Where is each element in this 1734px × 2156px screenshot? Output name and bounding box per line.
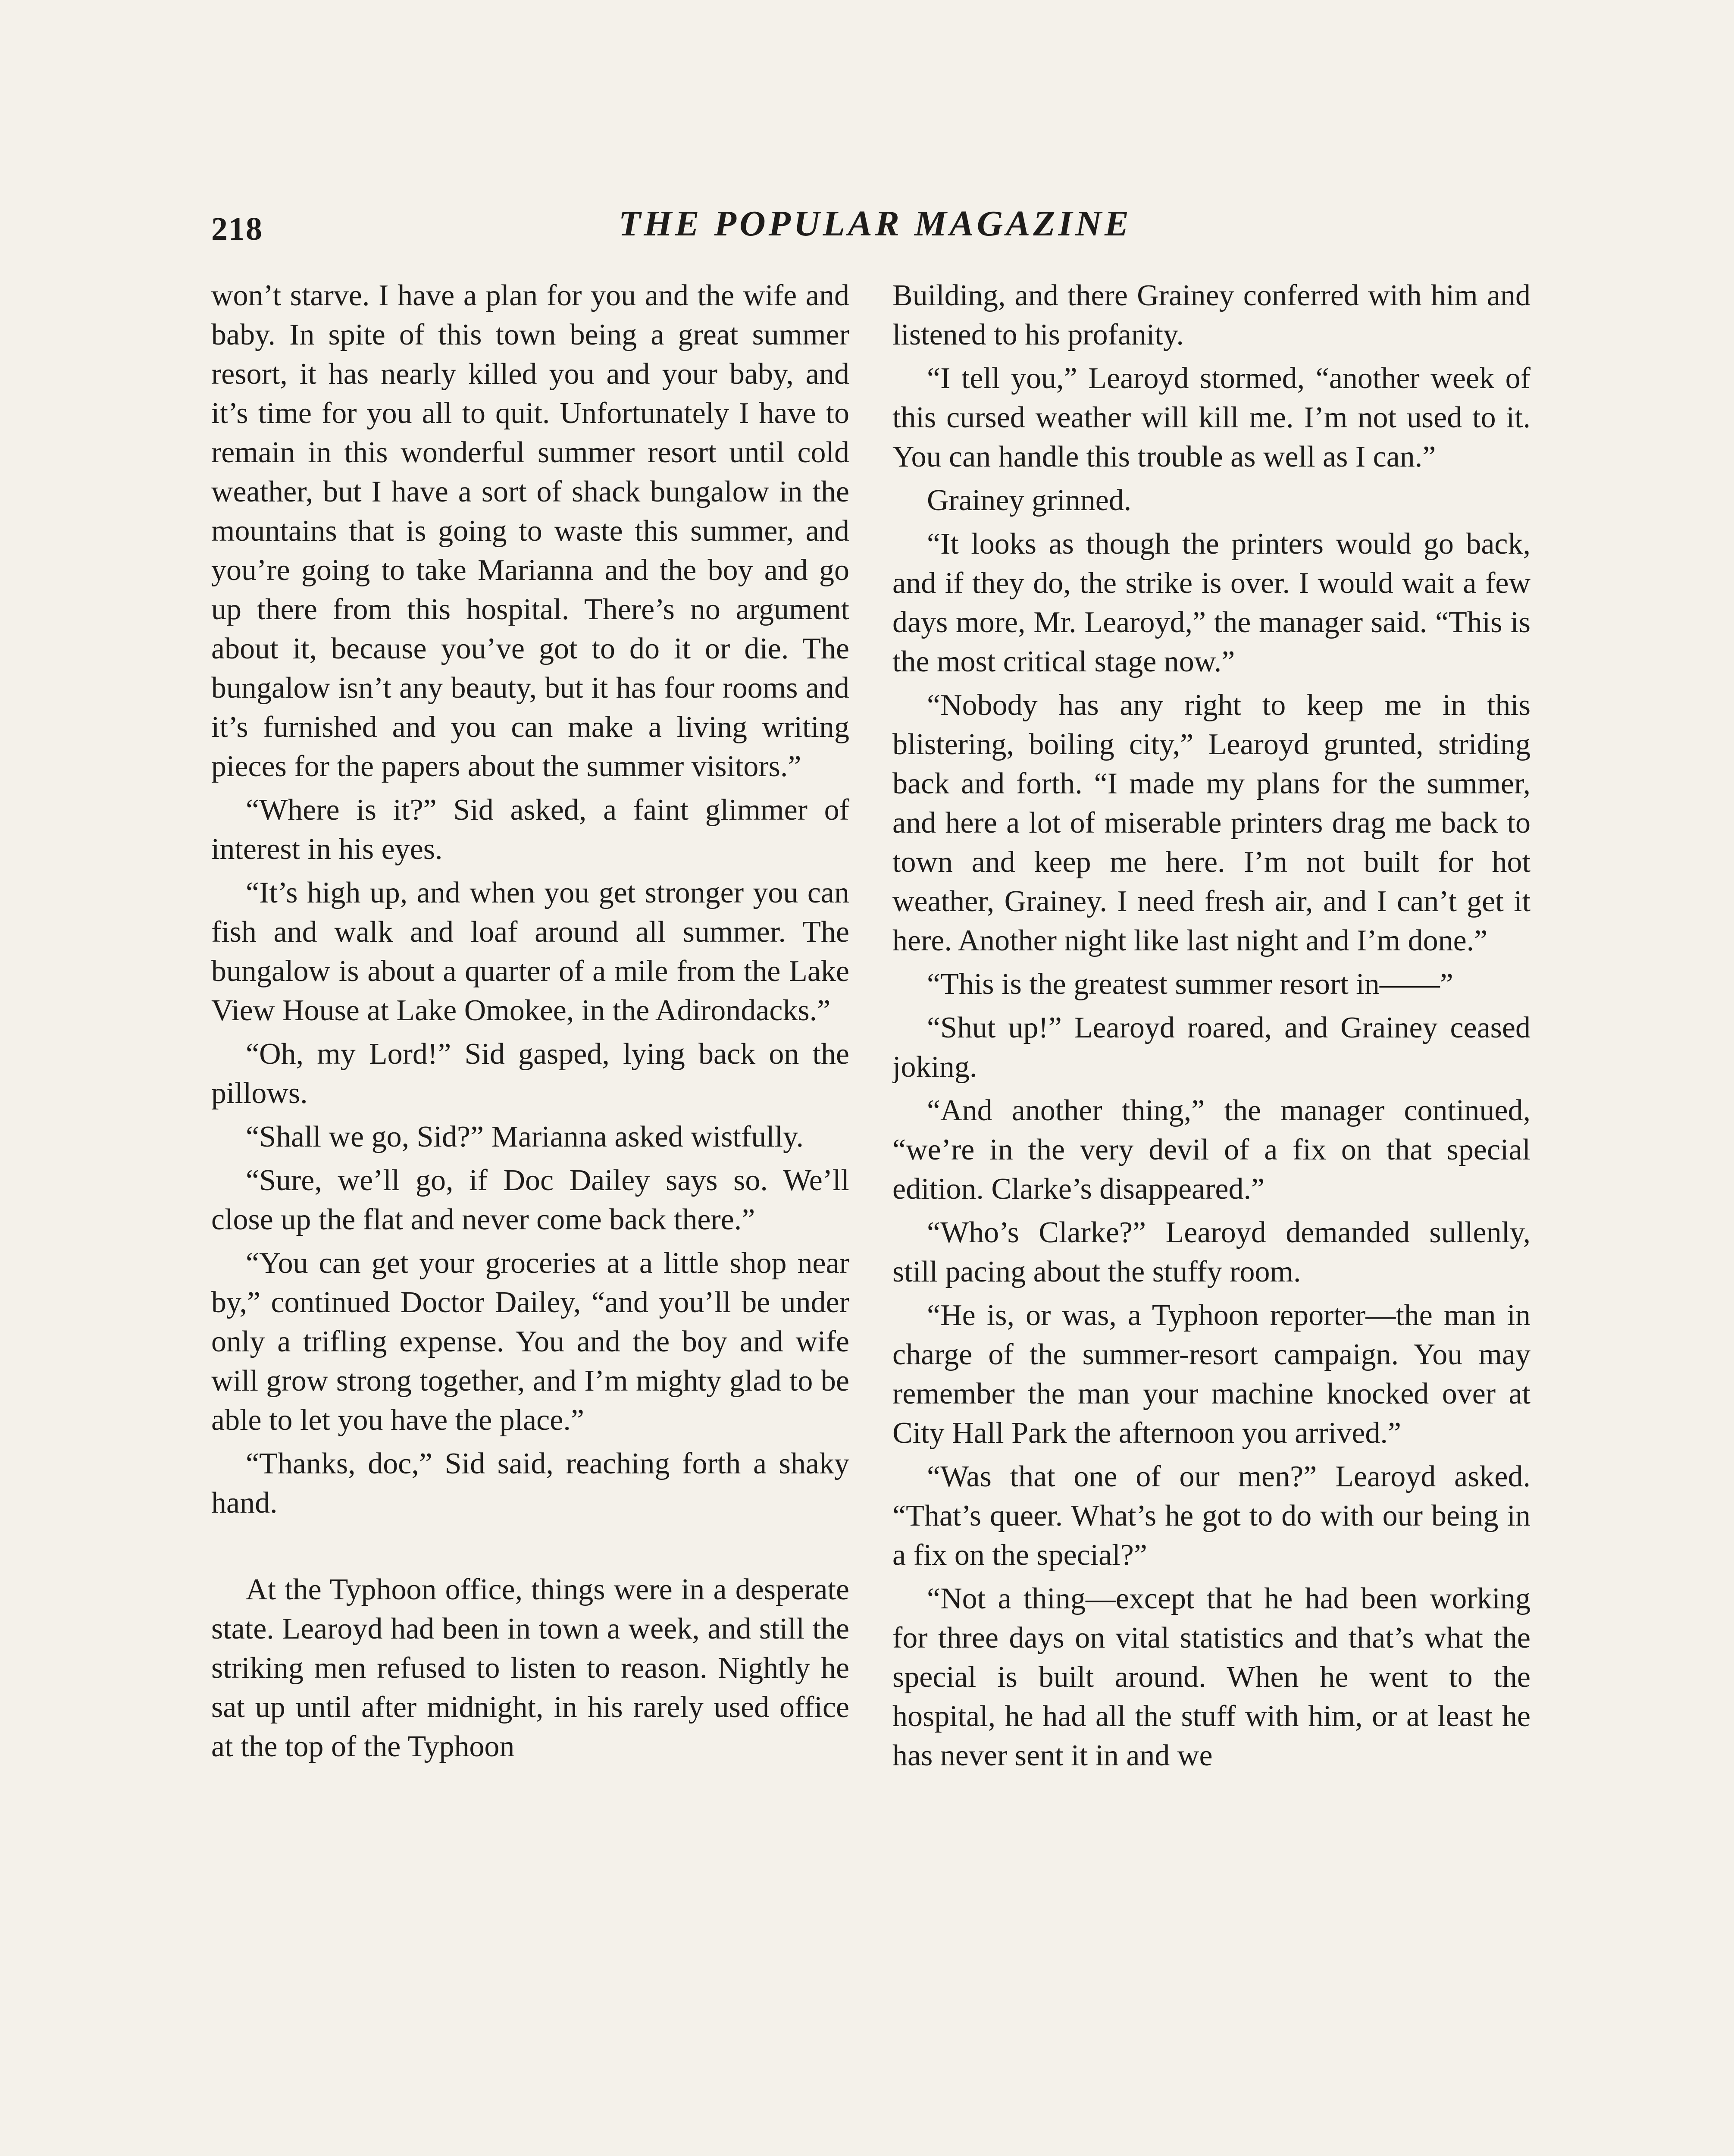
page-header <box>211 203 1539 259</box>
paragraph: “Sure, we’ll go, if Doc Dailey says so. We’ll close up the flat and never come back there.” <box>211 1164 849 1236</box>
running-title: THE POPULAR MAGAZINE <box>618 204 1132 244</box>
page-number: 218 <box>211 211 263 247</box>
right-column <box>892 276 1531 2156</box>
paragraph: “Oh, my Lord!” Sid gasped, lying back on the pillows. <box>211 1037 849 1110</box>
paragraph: “Not a thing—except that he had been working for three days on vital statistics and that’s what the special is built around. When he went to the hospital, he had all the stuff with him, or at least he has never sent it in and we <box>892 1582 1531 1772</box>
paragraph: “Shall we go, Sid?” Marianna asked wistfully. <box>246 1120 804 1153</box>
paragraph: Grainey grinned. <box>927 484 1132 517</box>
paragraph: “This is the greatest summer resort in——” <box>927 968 1453 1001</box>
paragraph: “Nobody has any right to keep me in this blistering, boiling city,” Learoyd grunted, striding back and forth. “I made my plans for the summer, and here a lot of miserable printers drag me back to town and keep me here. I’m not built for hot weather, Grainey. I need fresh air, and I can’t get it here. Another night like last night and I’m done.” <box>892 689 1531 957</box>
paragraph: Building, and there Grainey conferred with him and listened to his profanity. <box>892 279 1531 351</box>
paragraph: “It looks as though the printers would go back, and if they do, the strike is over. I would wait a few days more, Mr. Learoyd,” the manager said. “This is the most critical stage now.” <box>892 527 1531 678</box>
paragraph: “Who’s Clarke?” Learoyd demanded sullenly, still pacing about the stuffy room. <box>892 1216 1531 1288</box>
paragraph: “And another thing,” the manager continued, “we’re in the very devil of a fix on that special edition. Clarke’s disappeared.” <box>892 1094 1531 1206</box>
paragraph: “It’s high up, and when you get stronger you can fish and walk and loaf around all summer. The bungalow is about a quarter of a mile from the Lake View House at Lake Omokee, in the Adirondacks.” <box>211 876 849 1027</box>
paragraph: At the Typhoon office, things were in a desperate state. Learoyd had been in town a week, and still the striking men refused to listen to reason. Nightly he sat up until after midnight, in his rarely used office at the top of the Typhoon <box>211 1573 849 1763</box>
paragraph: “I tell you,” Learoyd stormed, “another week of this cursed weather will kill me. I’m not used to it. You can handle this trouble as well as I can.” <box>892 362 1531 473</box>
paragraph: “Thanks, doc,” Sid said, reaching forth a shaky hand. <box>211 1447 849 1520</box>
paragraph: “Shut up!” Learoyd roared, and Grainey ceased joking. <box>892 1011 1531 1084</box>
paragraph: “You can get your groceries at a little shop near by,” continued Doctor Dailey, “and you’ll be under only a trifling expense. You and the boy and wife will grow strong together, and I’m mighty glad to be able to let you have the place.” <box>211 1247 849 1437</box>
paragraph: “Was that one of our men?” Learoyd asked. “That’s queer. What’s he got to do with our being in a fix on the special?” <box>892 1460 1531 1572</box>
paragraph: “Where is it?” Sid asked, a faint glimmer of interest in his eyes. <box>211 793 849 866</box>
paragraph: “He is, or was, a Typhoon reporter—the man in charge of the summer-resort campaign. You may remember the man your machine knocked over at City Hall Park the afternoon you arrived.” <box>892 1299 1531 1450</box>
left-column <box>211 276 849 2156</box>
paragraph: won’t starve. I have a plan for you and the wife and baby. In spite of this town being a great summer resort, it has nearly killed you and your baby, and it’s time for you all to quit. Unfortunately I have to remain in this wonderful summer resort until cold weather, but I have a sort of shack bungalow in the mountains that is going to waste this summer, and you’re going to take Marianna and the boy and go up there from this hospital. There’s no argument about it, because you’ve got to do it or die. The bungalow isn’t any beauty, but it has four rooms and it’s furnished and you can make a living writing pieces for the papers about the summer visitors.” <box>211 279 849 783</box>
